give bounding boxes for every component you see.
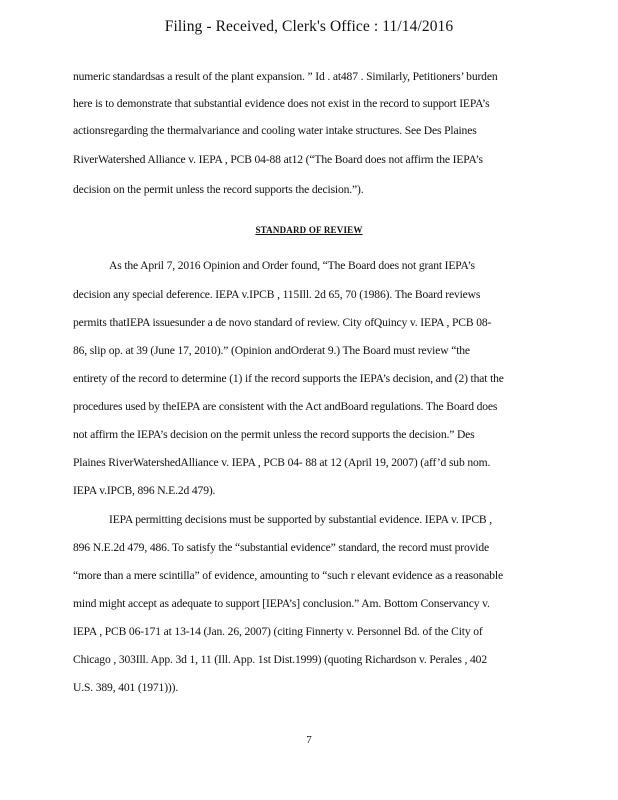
text-line: decision any special deference. IEPA v.IPCB , 115Ill. 2d 65, 70 (1986). The Board reviews [73, 288, 481, 301]
text-line: procedures used by theIEPA are consistent with the Act andBoard regulations. The Board does [73, 400, 498, 413]
text-line: IEPA permitting decisions must be supported by substantial evidence. IEPA v. IPCB , [109, 513, 493, 526]
text-line: IEPA , PCB 06-171 at 13-14 (Jan. 26, 2007) (citing Finnerty v. Personnel Bd. of the City of [73, 625, 483, 638]
text-line: decision on the permit unless the record supports the decision.”). [73, 183, 364, 196]
text-line: Chicago , 303Ill. App. 3d 1, 11 (Ill. App. 1st Dist.1999) (quoting Richardson v. Perales , 402 [73, 653, 487, 666]
text-line: U.S. 389, 401 (1971))). [73, 681, 179, 694]
text-line: permits thatIEPA issuesunder a de novo standard of review. City ofQuincy v. IEPA , PCB 08- [73, 316, 492, 329]
section-heading [0, 225, 618, 235]
text-line: not affirm the IEPA’s decision on the permit unless the record supports the decision.” Des [73, 428, 475, 441]
text-line: RiverWatershed Alliance v. IEPA , PCB 04-88 at12 (“The Board does not affirm the IEPA’s [73, 153, 483, 166]
section-heading-text: STANDARD OF REVIEW [255, 225, 363, 235]
text-line: 86, slip op. at 39 (June 17, 2010).” (Opinion andOrderat 9.) The Board must review “the [73, 344, 470, 357]
text-line: As the April 7, 2016 Opinion and Order found, “The Board does not grant IEPA’s [109, 259, 475, 272]
filing-header: Filing - Received, Clerk's Office : 11/14/2016 [164, 18, 454, 35]
text-line: numeric standardsas a result of the plant expansion. ” Id . at487 . Similarly, Petitioners’ burden [73, 70, 498, 83]
text-line: Plaines RiverWatershedAlliance v. IEPA , PCB 04- 88 at 12 (April 19, 2007) (aff’d sub nom. [73, 456, 491, 469]
text-line: IEPA v.IPCB, 896 N.E.2d 479). [73, 484, 216, 497]
text-line: mind might accept as adequate to support [IEPA’s] conclusion.” Am. Bottom Conservancy v. [73, 597, 490, 610]
page-number: 7 [306, 734, 312, 746]
text-line: entirety of the record to determine (1) if the record supports the IEPA’s decision, and (2) that the [73, 372, 504, 385]
text-line: here is to demonstrate that substantial evidence does not exist in the record to support IEPA’s [73, 97, 490, 110]
text-line: “more than a mere scintilla” of evidence, amounting to “such r elevant evidence as a reasonable [73, 569, 503, 582]
text-line: actionsregarding the thermalvariance and cooling water intake structures. See Des Plaines [73, 124, 477, 137]
text-line: 896 N.E.2d 479, 486. To satisfy the “substantial evidence” standard, the record must provide [73, 541, 489, 554]
